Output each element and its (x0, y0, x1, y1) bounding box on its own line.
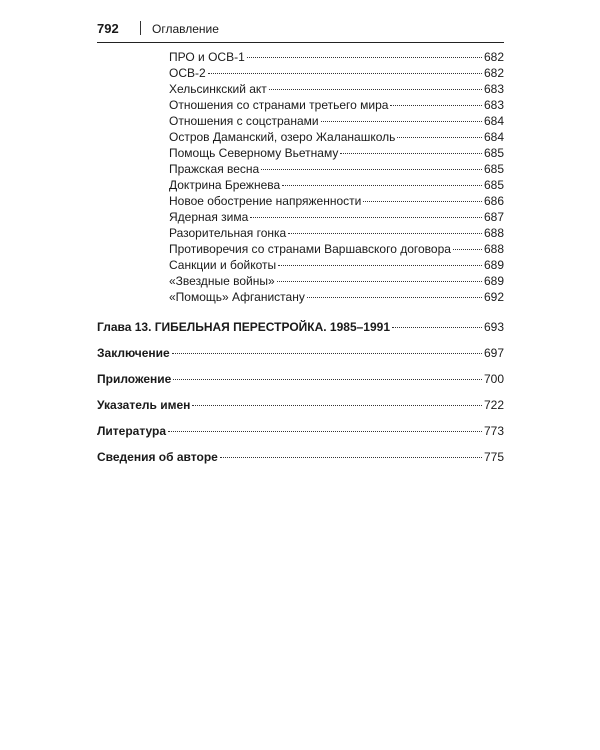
leader-dots (168, 431, 482, 432)
leader-dots (208, 73, 482, 74)
toc-entry-page: 683 (483, 98, 504, 112)
toc-sub-entry[interactable] (169, 50, 504, 64)
toc-entry-page: 697 (483, 346, 504, 360)
toc-entry-title: Остров Даманский, озеро Жаланашколь (169, 130, 396, 144)
toc-entry-page: 683 (483, 82, 504, 96)
toc-sub-entry[interactable] (169, 162, 504, 176)
leader-dots (261, 169, 482, 170)
toc-entry-page: 722 (483, 398, 504, 412)
toc-entry-page: 692 (483, 290, 504, 304)
toc-chapter-entry[interactable] (97, 450, 504, 464)
toc-sub-entry[interactable] (169, 242, 504, 256)
toc-entry-page: 693 (483, 320, 504, 334)
toc-sub-entry[interactable] (169, 146, 504, 160)
leader-dots (392, 327, 482, 328)
toc-entry-title: Отношения с соцстранами (169, 114, 319, 128)
toc-entry-title: Указатель имен (97, 398, 191, 412)
leader-dots (340, 153, 482, 154)
toc-entry-title: «Помощь» Афганистану (169, 290, 305, 304)
leader-dots (282, 185, 482, 186)
toc-entry-page: 686 (483, 194, 504, 208)
toc-sub-entry[interactable] (169, 210, 504, 224)
toc-chapter-entry[interactable] (97, 346, 504, 360)
leader-dots (220, 457, 482, 458)
toc-entry-page: 700 (483, 372, 504, 386)
toc-entry-title: Сведения об авторе (97, 450, 218, 464)
toc-entry-title: Разорительная гонка (169, 226, 287, 240)
leader-dots (397, 137, 482, 138)
leader-dots (173, 379, 482, 380)
leader-dots (390, 105, 482, 106)
leader-dots (247, 57, 482, 58)
toc-entry-page: 689 (483, 258, 504, 272)
page-number: 792 (97, 21, 119, 36)
toc-entry-title: Литература (97, 424, 167, 438)
leader-dots (307, 297, 482, 298)
toc-chapter-entry[interactable] (97, 398, 504, 412)
section-title: Оглавление (152, 22, 219, 36)
toc-sub-entry[interactable] (169, 258, 504, 272)
leader-dots (453, 249, 482, 250)
toc-sub-entry[interactable] (169, 114, 504, 128)
toc-entry-title: Новое обострение напряженности (169, 194, 362, 208)
leader-dots (250, 217, 482, 218)
toc-entry-page: 773 (483, 424, 504, 438)
leader-dots (288, 233, 482, 234)
leader-dots (277, 281, 482, 282)
toc-sub-entry[interactable] (169, 98, 504, 112)
toc-sub-entry[interactable] (169, 178, 504, 192)
toc-entry-page: 685 (483, 178, 504, 192)
toc-sub-entry[interactable] (169, 226, 504, 240)
toc-entry-page: 682 (483, 66, 504, 80)
toc-sub-entry[interactable] (169, 82, 504, 96)
toc-entry-title: Хельсинкский акт (169, 82, 267, 96)
toc-entry-title: Приложение (97, 372, 172, 386)
toc-entry-page: 684 (483, 114, 504, 128)
leader-dots (172, 353, 482, 354)
toc-entry-title: Помощь Северному Вьетнаму (169, 146, 339, 160)
toc-entry-title: Отношения со странами третьего мира (169, 98, 389, 112)
toc-entry-page: 684 (483, 130, 504, 144)
toc-sub-entry[interactable] (169, 130, 504, 144)
toc-entry-title: ПРО и ОСВ-1 (169, 50, 245, 64)
toc-sub-entry[interactable] (169, 66, 504, 80)
toc-sub-entry[interactable] (169, 194, 504, 208)
leader-dots (278, 265, 482, 266)
toc-entry-title: «Звездные войны» (169, 274, 275, 288)
toc-entry-page: 689 (483, 274, 504, 288)
toc-sub-entry[interactable] (169, 274, 504, 288)
leader-dots (321, 121, 482, 122)
toc-entry-title: Глава 13. ГИБЕЛЬНАЯ ПЕРЕСТРОЙКА. 1985–1991 (97, 320, 390, 334)
toc-entry-page: 685 (483, 162, 504, 176)
header-separator (140, 21, 141, 35)
toc-entry-page: 775 (483, 450, 504, 464)
leader-dots (363, 201, 482, 202)
toc-chapter-entry[interactable] (97, 320, 504, 334)
leader-dots (269, 89, 482, 90)
toc-entry-title: ОСВ-2 (169, 66, 206, 80)
toc-entry-title: Доктрина Брежнева (169, 178, 281, 192)
toc-entry-title: Заключение (97, 346, 170, 360)
toc-chapter-entry[interactable] (97, 424, 504, 438)
toc-chapter-entry[interactable] (97, 372, 504, 386)
toc-entry-page: 685 (483, 146, 504, 160)
toc-entry-page: 688 (483, 226, 504, 240)
page-header (97, 18, 504, 43)
leader-dots (192, 405, 482, 406)
toc-sub-entry[interactable] (169, 290, 504, 304)
toc-entry-title: Ядерная зима (169, 210, 249, 224)
toc-entry-title: Санкции и бойкоты (169, 258, 277, 272)
toc-entry-title: Пражская весна (169, 162, 260, 176)
toc-entry-title: Противоречия со странами Варшавского договора (169, 242, 451, 256)
toc-entry-page: 682 (483, 50, 504, 64)
toc-entry-page: 687 (483, 210, 504, 224)
toc-entry-page: 688 (483, 242, 504, 256)
